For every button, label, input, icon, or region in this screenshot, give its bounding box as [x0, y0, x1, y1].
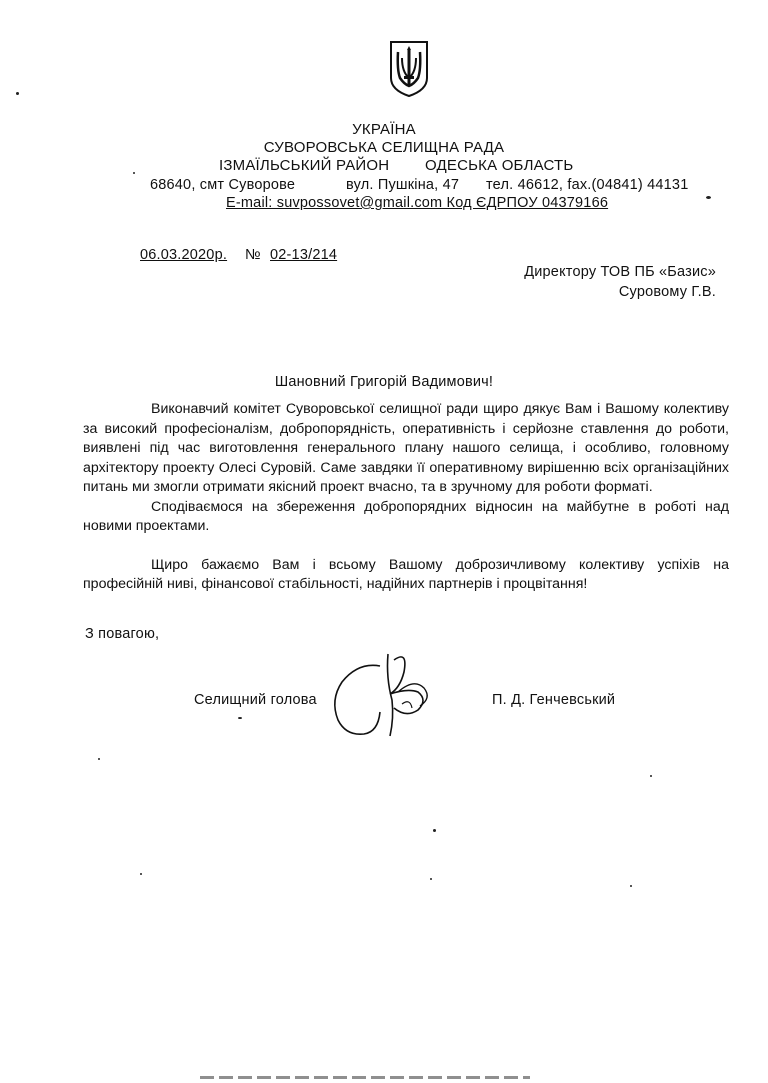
- handwritten-signature-icon: [328, 648, 440, 744]
- scan-bottom-artifact: [200, 1076, 530, 1079]
- header-street: вул. Пушкіна, 47: [346, 177, 460, 193]
- signature-title: Селищний голова: [194, 692, 317, 708]
- trident-coat-of-arms-icon: [388, 40, 430, 98]
- addressee-line1: Директору ТОВ ПБ «Базис»: [524, 264, 716, 280]
- scan-speck: [630, 885, 632, 887]
- reference-number-sign: №: [245, 247, 261, 263]
- scan-speck: [238, 717, 242, 719]
- scan-speck: [133, 172, 135, 174]
- scan-speck: [16, 92, 19, 95]
- reference-date: 06.03.2020р.: [140, 247, 228, 263]
- header-email-line: E-mail: suvpossovet@gmail.com Код ЄДРПОУ 04379166: [226, 195, 609, 211]
- scan-speck: [706, 196, 711, 199]
- signature-name: П. Д. Генчевський: [492, 692, 616, 708]
- addressee-line2: Суровому Г.В.: [618, 284, 716, 300]
- scan-speck: [433, 829, 436, 832]
- paragraph-gratitude: Виконавчий комітет Суворовської селищної ради щиро дякує Вам і Вашому колективу за високий професіоналізм, добропорядність, оперативність і серйозне ставлення до роботи, виявлені під час виготовлення генерального плану нашого селища, і особливо, головному архітектору проекту Олесі Суровій. Саме завдяки її оперативному вирішенню всіх організаційних питань ми змогли отримати якісний проект вчасно, та в зручному для роботи форматі.: [83, 401, 729, 495]
- paragraph-wishes: Щиро бажаємо Вам і всьому Вашому доброзичливому колективу успіхів на професійній ниві, фінансової стабільності, надійних партнерів і процвітання!: [83, 556, 729, 592]
- scan-speck: [140, 873, 142, 875]
- header-address: 68640, смт Суворове: [150, 177, 296, 193]
- scan-speck: [430, 878, 432, 880]
- salutation: Шановний Григорій Вадимович!: [274, 374, 494, 390]
- header-region: ОДЕСЬКА ОБЛАСТЬ: [425, 157, 574, 174]
- scan-speck: [650, 775, 652, 777]
- closing: З повагою,: [85, 626, 160, 642]
- paragraph-cooperation: Сподіваємося на збереження добропорядних відносин на майбутне в роботі над новими проектами.: [83, 498, 729, 534]
- letter-body: [83, 400, 729, 595]
- header-country: УКРАЇНА: [352, 121, 416, 138]
- header-district: ІЗМАЇЛЬСЬКИЙ РАЙОН: [219, 157, 390, 174]
- header-phone: тел. 46612, fax.(04841) 44131: [486, 177, 689, 193]
- header-council: СУВОРОВСЬКА СЕЛИЩНА РАДА: [263, 139, 505, 156]
- reference-number: 02-13/214: [270, 247, 338, 263]
- scan-speck: [98, 758, 100, 760]
